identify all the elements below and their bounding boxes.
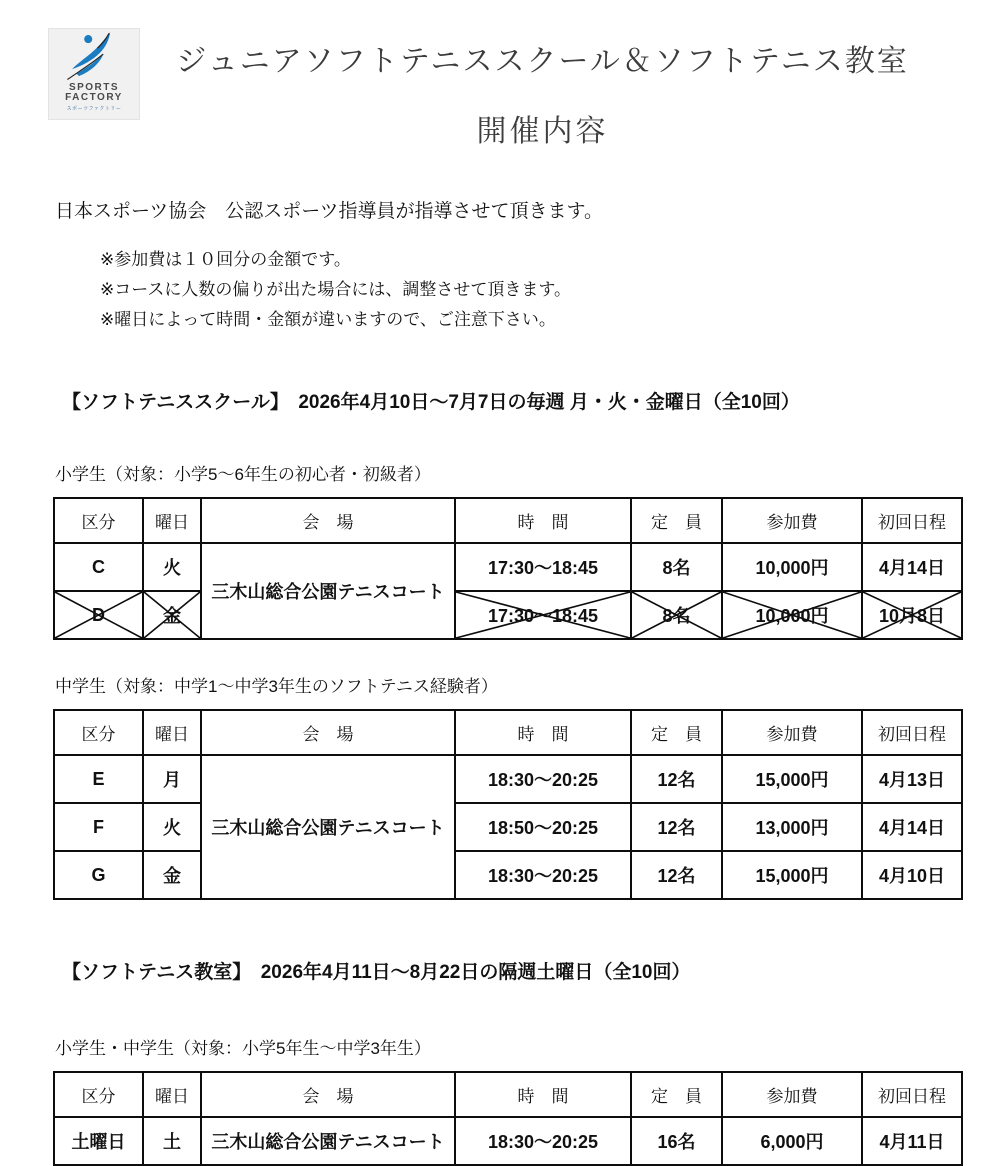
cell-first-date: 4月13日 — [862, 755, 962, 803]
cell-kubun: F — [54, 803, 143, 851]
header-fee: 参加費 — [722, 498, 862, 543]
cell-venue: 三木山総合公園テニスコート — [201, 543, 455, 639]
header-venue: 会 場 — [201, 1072, 455, 1117]
combined-table-label: 小学生・中学生（対象：小学5年生～中学3年生） — [55, 1039, 431, 1058]
cell-venue: 三木山総合公園テニスコート — [201, 1117, 455, 1165]
cell-kubun: 土曜日 — [54, 1117, 143, 1165]
table-row — [54, 851, 962, 899]
elementary-table-label: 小学生（対象：小学5～6年生の初心者・初級者） — [55, 465, 431, 484]
logo-word-sports: SPORTS — [68, 82, 120, 93]
cell-fee: 10,000円 — [722, 543, 862, 591]
header-time: 時 間 — [455, 710, 631, 755]
cell-fee: 13,000円 — [722, 803, 862, 851]
cell-fee-cancelled: 10,000円 — [722, 591, 862, 639]
cell-time: 18:50～20:25 — [455, 803, 631, 851]
elementary-schedule-table — [53, 497, 963, 640]
cell-kubun: C — [54, 543, 143, 591]
logo-word-factory: FACTORY — [65, 92, 123, 103]
note-day-difference: ※曜日によって時間・金額が違いますので、ご注意下さい。 — [100, 310, 556, 329]
cell-first-date: 4月10日 — [862, 851, 962, 899]
header-first-date: 初回日程 — [862, 710, 962, 755]
junior-schedule-table — [53, 709, 963, 900]
page-title-line2: 開催内容 — [476, 115, 609, 148]
notes-list — [100, 245, 1000, 335]
cell-first-date-cancelled: 10月8日 — [862, 591, 962, 639]
table-header-row — [54, 710, 962, 755]
table-row — [54, 543, 962, 591]
cell-capacity-cancelled: 8名 — [631, 591, 722, 639]
table-header-row — [54, 1072, 962, 1117]
table-header-row — [54, 498, 962, 543]
cell-capacity: 12名 — [631, 803, 722, 851]
header-fee: 参加費 — [722, 1072, 862, 1117]
header-first-date: 初回日程 — [862, 1072, 962, 1117]
page-title — [140, 28, 945, 150]
header-day: 曜日 — [143, 498, 201, 543]
note-fee: ※参加費は１０回分の金額です。 — [100, 250, 351, 269]
table-row — [54, 1117, 962, 1165]
classroom-section-heading: 【ソフトテニス教室】 2026年4月11日～8月22日の隔週土曜日（全10回） — [62, 962, 691, 983]
header-kubun: 区分 — [54, 710, 143, 755]
header-venue: 会 場 — [201, 710, 455, 755]
cell-first-date: 4月11日 — [862, 1117, 962, 1165]
header-day: 曜日 — [143, 1072, 201, 1117]
table-row — [54, 755, 962, 803]
cell-venue: 三木山総合公園テニスコート — [201, 755, 455, 899]
cell-kubun: E — [54, 755, 143, 803]
cell-time: 17:30～18:45 — [455, 543, 631, 591]
cell-first-date: 4月14日 — [862, 803, 962, 851]
header-first-date: 初回日程 — [862, 498, 962, 543]
cell-day: 火 — [143, 543, 201, 591]
cell-day: 火 — [143, 803, 201, 851]
header-capacity: 定 員 — [631, 1072, 722, 1117]
cell-time-cancelled: 17:30～18:45 — [455, 591, 631, 639]
school-section-heading: 【ソフトテニススクール】 2026年4月10日～7月7日の毎週 月・火・金曜日（全10回） — [62, 392, 800, 413]
header-venue: 会 場 — [201, 498, 455, 543]
cell-day: 月 — [143, 755, 201, 803]
header-time: 時 間 — [455, 498, 631, 543]
header-fee: 参加費 — [722, 710, 862, 755]
table-row — [54, 803, 962, 851]
header — [0, 0, 1000, 150]
cell-kubun-cancelled: D — [54, 591, 143, 639]
cell-kubun: G — [54, 851, 143, 899]
header-time: 時 間 — [455, 1072, 631, 1117]
header-day: 曜日 — [143, 710, 201, 755]
classroom-schedule-table — [53, 1071, 963, 1166]
cell-capacity: 16名 — [631, 1117, 722, 1165]
note-adjustment: ※コースに人数の偏りが出た場合には、調整させて頂きます。 — [100, 280, 572, 299]
cell-time: 18:30～20:25 — [455, 851, 631, 899]
cell-capacity: 8名 — [631, 543, 722, 591]
header-capacity: 定 員 — [631, 498, 722, 543]
cell-fee: 6,000円 — [722, 1117, 862, 1165]
header-kubun: 区分 — [54, 1072, 143, 1117]
table-row-cancelled — [54, 591, 962, 639]
sports-factory-logo — [48, 28, 140, 120]
cell-day-cancelled: 金 — [143, 591, 201, 639]
cell-first-date: 4月14日 — [862, 543, 962, 591]
page-title-line1: ジュニアソフトテニススクール＆ソフトテニス教室 — [176, 45, 909, 78]
header-kubun: 区分 — [54, 498, 143, 543]
junior-table-label: 中学生（対象：中学1～中学3年生のソフトテニス経験者） — [55, 677, 498, 696]
cell-fee: 15,000円 — [722, 851, 862, 899]
cell-day: 金 — [143, 851, 201, 899]
logo-subtext: スポーツファクトリー — [66, 106, 122, 112]
cell-fee: 15,000円 — [722, 755, 862, 803]
logo-figure-icon — [65, 31, 123, 83]
intro-text: 日本スポーツ協会 公認スポーツ指導員が指導させて頂きます。 — [55, 201, 603, 222]
cell-day: 土 — [143, 1117, 201, 1165]
cell-time: 18:30～20:25 — [455, 1117, 631, 1165]
header-capacity: 定 員 — [631, 710, 722, 755]
cell-capacity: 12名 — [631, 755, 722, 803]
cell-capacity: 12名 — [631, 851, 722, 899]
cell-time: 18:30～20:25 — [455, 755, 631, 803]
